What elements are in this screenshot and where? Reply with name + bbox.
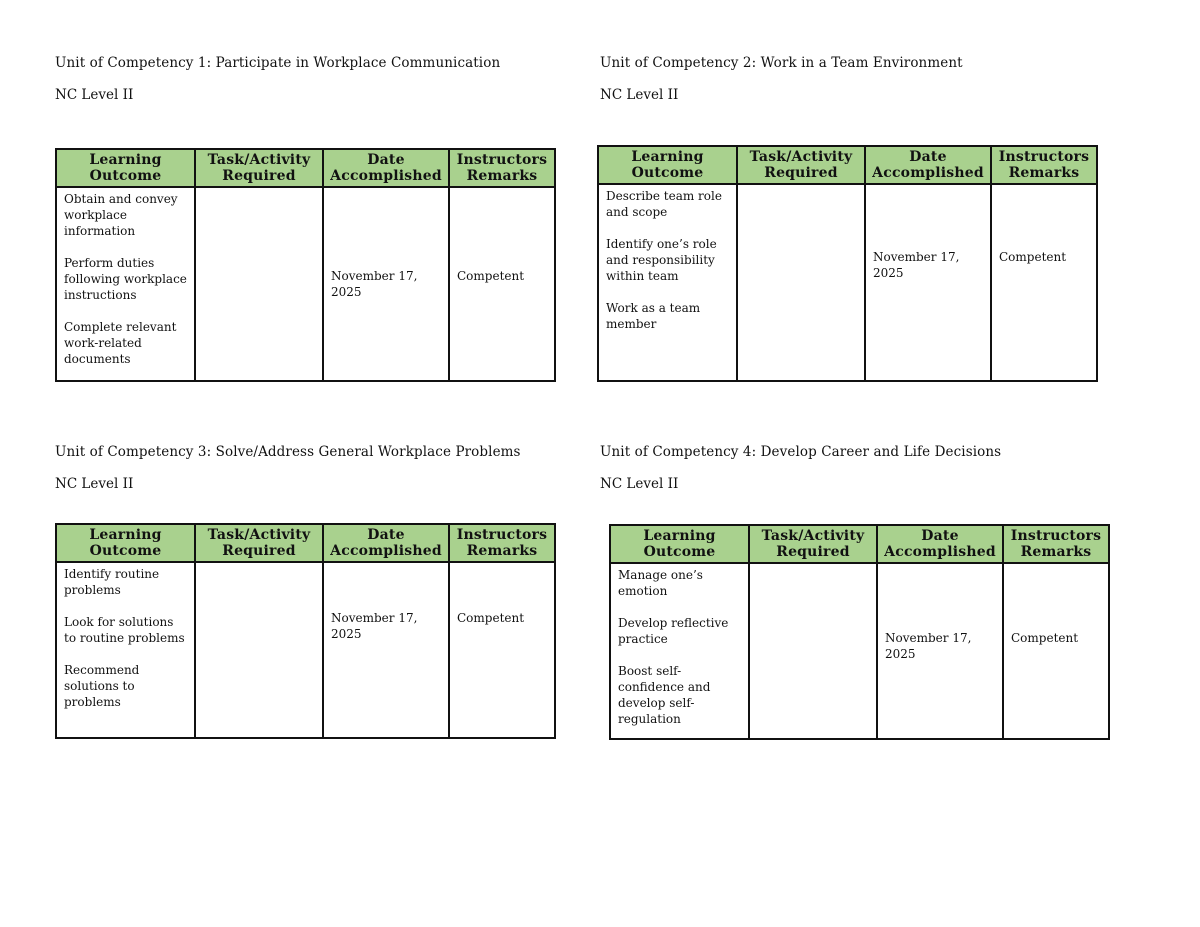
table-row [610, 563, 1109, 739]
learning-outcome-item: Recommend solutions to problems [64, 663, 140, 709]
header-learning-outcome: Learning Outcome [598, 146, 737, 184]
table-header-row [610, 525, 1109, 563]
header-instructors-remarks: Instructors Remarks [1003, 525, 1109, 563]
header-instructors-remarks: Instructors Remarks [991, 146, 1097, 184]
header-date-accomplished: Date Accomplished [323, 149, 449, 187]
instructors-remarks-cell: Competent [449, 562, 555, 738]
date-accomplished-cell: November 17, 2025 [323, 187, 449, 381]
learning-outcome-cell [598, 184, 737, 381]
table-header-row [56, 149, 555, 187]
unit-title: Unit of Competency 1: Participate in Workplace Communication [55, 55, 501, 71]
learning-outcome-cell [610, 563, 749, 739]
learning-outcome-item: Develop reflective practice [618, 616, 729, 646]
competency-table [55, 523, 556, 739]
header-instructors-remarks: Instructors Remarks [449, 524, 555, 562]
learning-outcome-item: Perform duties following workplace instructions [64, 256, 187, 302]
unit-title: Unit of Competency 4: Develop Career and Life Decisions [600, 444, 1002, 460]
competency-table [609, 524, 1110, 740]
learning-outcome-item: Identify routine problems [64, 567, 160, 597]
instructors-remarks-cell: Competent [1003, 563, 1109, 739]
instructors-remarks-cell: Competent [991, 184, 1097, 381]
task-activity-cell [195, 562, 323, 738]
header-instructors-remarks: Instructors Remarks [449, 149, 555, 187]
header-date-accomplished: Date Accomplished [865, 146, 991, 184]
task-activity-cell [195, 187, 323, 381]
learning-outcome-cell [56, 562, 195, 738]
competency-table [55, 148, 556, 382]
table-row [598, 184, 1097, 381]
unit-title: Unit of Competency 2: Work in a Team Environment [600, 55, 963, 71]
nc-level: NC Level II [600, 476, 679, 492]
table-header-row [598, 146, 1097, 184]
header-date-accomplished: Date Accomplished [323, 524, 449, 562]
header-learning-outcome: Learning Outcome [56, 149, 195, 187]
header-learning-outcome: Learning Outcome [610, 525, 749, 563]
learning-outcome-item: Complete relevant work-related documents [64, 320, 177, 366]
table-row [56, 562, 555, 738]
header-task-activity: Task/Activity Required [737, 146, 865, 184]
learning-outcome-item: Manage one’s emotion [618, 568, 703, 598]
nc-level: NC Level II [600, 87, 679, 103]
table-row [56, 187, 555, 381]
learning-outcome-item: Work as a team member [606, 301, 701, 331]
learning-outcome-cell [56, 187, 195, 381]
nc-level: NC Level II [55, 476, 134, 492]
date-accomplished-cell: November 17, 2025 [323, 562, 449, 738]
nc-level: NC Level II [55, 87, 134, 103]
instructors-remarks-cell: Competent [449, 187, 555, 381]
header-date-accomplished: Date Accomplished [877, 525, 1003, 563]
learning-outcome-item: Obtain and convey workplace information [64, 192, 178, 238]
unit-title: Unit of Competency 3: Solve/Address General Workplace Problems [55, 444, 521, 460]
learning-outcome-item: Identify one’s role and responsibility within team [606, 237, 717, 283]
learning-outcome-item: Boost self-confidence and develop self-regulation [618, 664, 711, 726]
task-activity-cell [737, 184, 865, 381]
task-activity-cell [749, 563, 877, 739]
learning-outcome-item: Describe team role and scope [606, 189, 722, 219]
competency-table [597, 145, 1098, 382]
header-task-activity: Task/Activity Required [749, 525, 877, 563]
header-learning-outcome: Learning Outcome [56, 524, 195, 562]
learning-outcome-item: Look for solutions to routine problems [64, 615, 185, 645]
header-task-activity: Task/Activity Required [195, 524, 323, 562]
header-task-activity: Task/Activity Required [195, 149, 323, 187]
date-accomplished-cell: November 17, 2025 [877, 563, 1003, 739]
date-accomplished-cell: November 17, 2025 [865, 184, 991, 381]
table-header-row [56, 524, 555, 562]
